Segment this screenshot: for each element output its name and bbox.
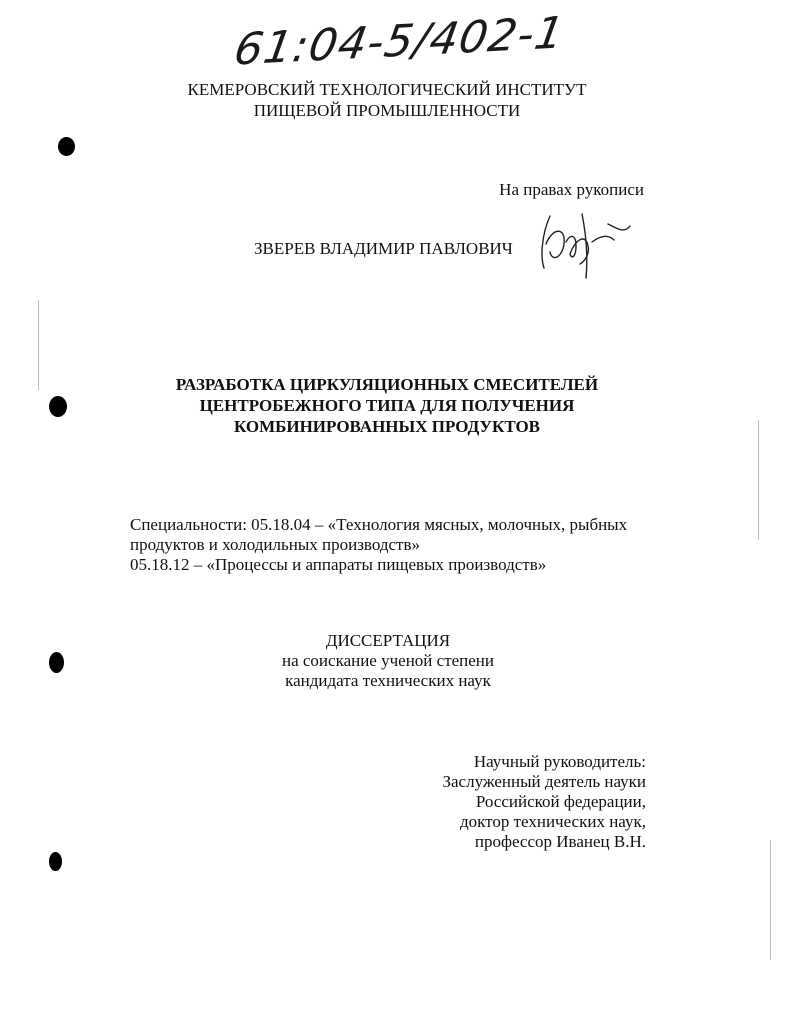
- title-line-1: РАЗРАБОТКА ЦИРКУЛЯЦИОННЫХ СМЕСИТЕЛЕЙ: [175, 375, 599, 394]
- title-line-2: ЦЕНТРОБЕЖНОГО ТИПА ДЛЯ ПОЛУЧЕНИЯ: [199, 396, 575, 415]
- catalog-stamp: 61:04-5/402-1: [230, 7, 569, 76]
- thesis-line-2: на соискание ученой степени: [281, 651, 495, 670]
- institution-line-1: КЕМЕРОВСКИЙ ТЕХНОЛОГИЧЕСКИЙ ИНСТИТУТ: [187, 80, 587, 99]
- supervisor-line-2: Заслуженный деятель науки: [442, 772, 646, 791]
- specialty-line-2: продуктов и холодильных производств»: [130, 535, 420, 554]
- author-name: ЗВЕРЕВ ВЛАДИМИР ПАВЛОВИЧ: [254, 239, 513, 258]
- manuscript-note: На правах рукописи: [499, 180, 644, 199]
- punch-hole-4: [49, 852, 62, 871]
- title-line-3: КОМБИНИРОВАННЫХ ПРОДУКТОВ: [233, 417, 541, 436]
- institution-line-2: ПИЩЕВОЙ ПРОМЫШЛЕННОСТИ: [253, 101, 521, 120]
- thesis-line-3: кандидата технических наук: [285, 671, 491, 690]
- supervisor-line-5: профессор Иванец В.Н.: [474, 832, 646, 851]
- punch-hole-1: [58, 137, 75, 156]
- supervisor-line-3: Российской федерации,: [475, 792, 646, 811]
- author-signature: [536, 204, 636, 282]
- specialty-line-1: Специальности: 05.18.04 – «Технология мясных, молочных, рыбных: [130, 515, 628, 534]
- right-edge-line-lower: [770, 840, 771, 960]
- specialty-line-3: 05.18.12 – «Процессы и аппараты пищевых производств»: [130, 555, 547, 574]
- supervisor-line-4: доктор технических наук,: [459, 812, 646, 831]
- right-edge-line: [758, 420, 759, 540]
- thesis-heading: ДИССЕРТАЦИЯ: [325, 631, 451, 650]
- supervisor-line-1: Научный руководитель:: [473, 752, 646, 771]
